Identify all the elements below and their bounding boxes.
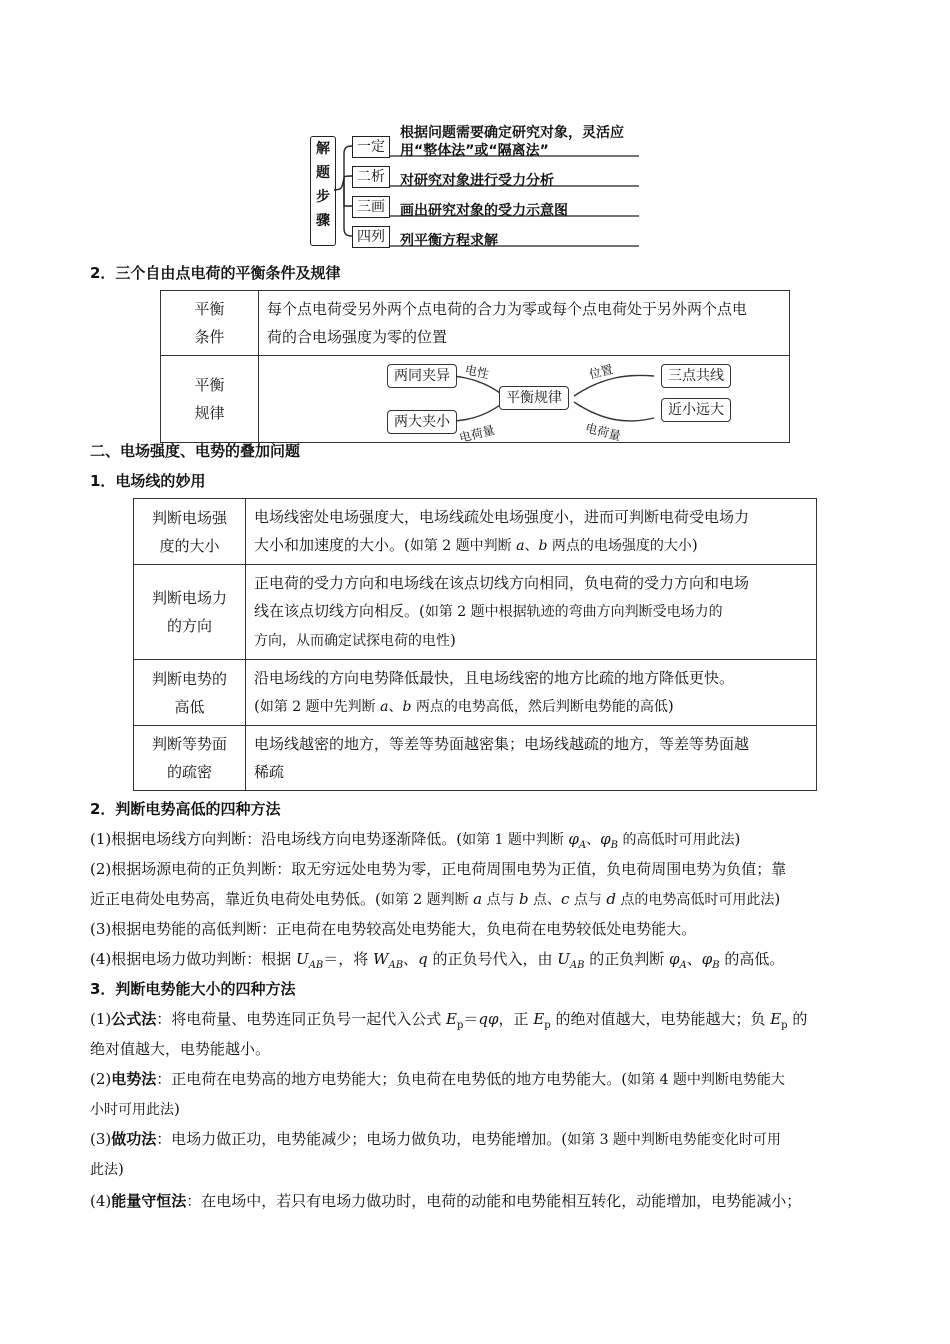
steps-title-char: 骤 — [316, 213, 330, 229]
note: 两点的电场强度的大小 — [547, 538, 692, 554]
note: 如第 2 题中判断 — [409, 538, 517, 554]
text: (4)根据电场力做功判断：根据 — [90, 950, 297, 968]
balance-rule-diagram — [259, 356, 789, 446]
field-row2-line3 — [254, 626, 808, 655]
text: 、 — [686, 950, 702, 968]
note: 两点的电势高低，然后判断电势能的高低 — [411, 699, 668, 715]
note: 如第 2 题中先判断 — [259, 699, 381, 715]
field-row3-head-2: 高低 — [174, 697, 205, 716]
note: 如第 3 题中判断电势能变化时可用 — [567, 1132, 781, 1148]
balance-cond-head — [161, 291, 259, 356]
var: E — [770, 1010, 782, 1028]
text: 、 — [403, 950, 419, 968]
text: ) — [774, 890, 781, 908]
sub1-heading: 1．电场线的妙用 — [90, 472, 206, 490]
potential-method-2a: (2)根据场源电荷的正负判断：取无穷远处电势为零，正电荷周围电势为正值，负电荷周围电势为负值；靠 — [90, 860, 787, 878]
balance-cond-head-1: 平衡 — [194, 300, 225, 318]
var: a — [473, 890, 483, 908]
note: 点的电势高低时可用此法 — [615, 892, 775, 908]
text: ：将电荷量、电势连同正负号一起代入公式 — [156, 1010, 447, 1028]
balance-cond-text-2: 荷的合电场强度为零的位置 — [267, 328, 448, 346]
field-row2-head-1: 判断电场力 — [151, 589, 227, 607]
var: φ — [701, 950, 713, 968]
note: 、 — [586, 832, 601, 848]
text: 的正负号代入，由 — [427, 950, 558, 968]
balance-label-rb: 电荷量 — [583, 420, 623, 444]
balance-cond-head-2: 条件 — [194, 328, 225, 346]
sub: B — [712, 960, 720, 971]
field-row2-head-2: 的方向 — [166, 617, 212, 635]
note: 、 — [388, 699, 403, 715]
var: E — [446, 1010, 457, 1028]
text: 的 — [787, 1010, 808, 1028]
note: 方向，从而确定试探电荷的电性 — [254, 633, 450, 649]
var: U — [557, 950, 570, 968]
note: 如第 2 题判断 — [380, 892, 474, 908]
step-text-2: 对研究对象进行受力分析 — [400, 173, 554, 189]
var: φ — [568, 830, 579, 848]
energy-method-3b — [90, 1158, 890, 1181]
note: 如第 2 题中根据轨迹的弯曲方向判断受电场力的 — [424, 604, 723, 620]
potential-method-1 — [90, 828, 890, 857]
field-row4-head-2: 的疏密 — [166, 763, 212, 781]
energy-method-3a — [90, 1128, 890, 1151]
part2-heading: 二、电场强度、电势的叠加问题 — [90, 442, 301, 460]
field-row1-line1: 电场线密处电场强度大，电场线疏处电场强度小，进而可判断电荷受电场力 — [254, 508, 750, 526]
energy-method-4 — [90, 1190, 890, 1212]
note: 小时可用此法 — [90, 1102, 174, 1118]
energy-method-1b: 绝对值越大，电势能越小。 — [90, 1040, 271, 1058]
method-name: 电势法 — [111, 1070, 157, 1088]
text: ＝，将 — [323, 950, 374, 968]
field-row3-head-1: 判断电势的 — [151, 669, 227, 688]
sub: AB — [569, 960, 585, 971]
field-row4-head — [134, 726, 246, 791]
balance-left-bottom-box: 两大夹小 — [387, 410, 457, 434]
balance-rule-head — [161, 356, 259, 443]
text: ) — [691, 536, 698, 554]
text: 的正负判断 — [584, 950, 669, 968]
text: ，正 — [498, 1010, 534, 1028]
balance-label-rt: 位置 — [587, 362, 615, 382]
step-label-2: 二析 — [352, 166, 390, 188]
text: ：正电荷在电势高的地方电势能大；负电荷在电势低的地方电势能大。( — [156, 1070, 628, 1088]
steps-title-char: 步 — [316, 189, 330, 205]
balance-rule-head-2: 规律 — [194, 404, 225, 422]
sub: B — [610, 840, 618, 851]
text: 近正电荷处电势高，靠近负电荷处电势低。( — [90, 890, 381, 908]
field-table — [133, 498, 817, 791]
step-text-1b: 用“整体法”或“隔离法” — [400, 143, 549, 159]
sub2-heading: 2．判断电势高低的四种方法 — [90, 800, 281, 818]
note: 点、 — [528, 892, 562, 908]
text: 大小和加速度的大小。( — [254, 536, 410, 554]
field-row3-text — [246, 660, 817, 726]
balance-right-top-box: 三点共线 — [661, 364, 731, 388]
field-row3-head — [134, 660, 246, 726]
var: c — [561, 890, 570, 908]
text: ) — [450, 631, 456, 649]
energy-method-1a — [90, 1008, 890, 1037]
sub: AB — [308, 960, 324, 971]
var: φ — [600, 830, 611, 848]
steps-title-char: 题 — [316, 165, 330, 181]
text: (2) — [90, 1070, 112, 1088]
field-row4-line2: 稀疏 — [254, 763, 285, 781]
balance-cond-text-1: 每个点电荷受另外两个点电荷的合力为零或每个点电荷处于另外两个点电 — [267, 300, 748, 318]
sub: p — [781, 1020, 788, 1031]
field-row2-line2 — [254, 597, 808, 626]
note: 如第 4 题中判断电势能大 — [627, 1072, 785, 1088]
balance-cond-text — [259, 291, 790, 356]
balance-right-bottom-box: 近小远大 — [661, 398, 731, 422]
steps-diagram — [300, 118, 650, 258]
field-row1-head-1: 判断电场强 — [151, 508, 227, 527]
var: W — [373, 950, 389, 968]
field-row1-head — [134, 499, 246, 565]
step-label-3: 三画 — [352, 196, 390, 218]
var: qφ — [478, 1010, 499, 1028]
note: 点与 — [569, 892, 607, 908]
balance-left-top-box: 两同夹异 — [387, 364, 457, 388]
text: ) — [118, 1160, 124, 1178]
var: b — [538, 538, 548, 554]
potential-method-3: (3)根据电势能的高低判断：正电荷在电势较高处电势能大，负电荷在电势较低处电势能大。 — [90, 920, 697, 938]
method-name: 公式法 — [111, 1010, 157, 1028]
text: 的绝对值越大，电势能越大；负 — [550, 1010, 771, 1028]
var: b — [402, 699, 412, 715]
field-row2-text — [246, 565, 817, 660]
var: b — [518, 890, 529, 908]
text: (1) — [90, 1010, 112, 1028]
text: ) — [667, 697, 674, 715]
var: q — [418, 950, 428, 968]
balance-table — [160, 290, 790, 446]
steps-title-box — [310, 136, 336, 246]
section2-heading: 2．三个自由点电荷的平衡条件及规律 — [90, 264, 341, 282]
field-row2-line1: 正电荷的受力方向和电场线在该点切线方向相同，负电荷的受力方向和电场 — [254, 574, 750, 592]
step-label-4: 四列 — [352, 226, 390, 248]
var: φ — [669, 950, 680, 968]
sub: AB — [388, 960, 404, 971]
text: (1)根据电场线方向判断：沿电场线方向电势逐渐降低。( — [90, 830, 463, 848]
step-text-3: 画出研究对象的受力示意图 — [400, 203, 568, 219]
var: a — [380, 699, 389, 715]
balance-center-box: 平衡规律 — [499, 386, 569, 410]
note: 点与 — [482, 892, 519, 908]
sub: p — [544, 1020, 551, 1031]
note: 此法 — [90, 1162, 118, 1178]
var: d — [606, 890, 616, 908]
text: ：在电场中，若只有电场力做功时，电荷的动能和电势能相互转化，动能增加，电势能减小； — [186, 1192, 802, 1210]
var: U — [296, 950, 309, 968]
field-row4-head-1: 判断等势面 — [151, 735, 227, 753]
balance-rule-diagram-cell — [259, 356, 790, 446]
note: 如第 1 题中判断 — [462, 832, 569, 848]
potential-method-2b — [90, 888, 890, 911]
field-row3-line2 — [254, 692, 808, 721]
field-row2-head — [134, 565, 246, 660]
field-row4-line1: 电场线越密的地方，等差等势面越密集；电场线越疏的地方，等差等势面越 — [254, 735, 750, 753]
method-name: 能量守恒法 — [111, 1192, 187, 1210]
potential-method-4 — [90, 948, 890, 977]
step-text-4: 列平衡方程求解 — [400, 233, 498, 249]
step-label-1: 一定 — [352, 136, 390, 158]
field-row1-head-2: 度的大小 — [159, 536, 220, 555]
note: 、 — [524, 538, 539, 554]
field-row1-line2 — [254, 531, 808, 560]
balance-label-lt: 电性 — [463, 362, 491, 382]
sub3-heading: 3．判断电势能大小的四种方法 — [90, 980, 296, 998]
note: 的高低时可用此法 — [618, 832, 735, 848]
balance-rule-head-1: 平衡 — [194, 376, 225, 394]
text: ( — [254, 697, 260, 715]
energy-method-2a — [90, 1068, 890, 1091]
var: a — [516, 538, 525, 554]
var: E — [533, 1010, 545, 1028]
sub: p — [457, 1020, 464, 1031]
step-text-1a: 根据问题需要确定研究对象，灵活应 — [400, 125, 624, 141]
energy-method-2b — [90, 1098, 890, 1121]
balance-label-lb: 电荷量 — [457, 422, 497, 446]
sub: A — [578, 840, 587, 851]
method-name: 做功法 — [111, 1130, 157, 1148]
steps-title-char: 解 — [316, 141, 330, 157]
text: 的高低。 — [719, 950, 785, 968]
text: ) — [734, 830, 741, 848]
field-row3-line1: 沿电场线的方向电势降低最快，且电场线密的地方比疏的地方降低更快。 — [254, 669, 735, 687]
text: (3) — [90, 1130, 112, 1148]
field-row4-text — [246, 726, 817, 791]
text: 线在该点切线方向相反。( — [254, 602, 425, 620]
text: ) — [174, 1100, 180, 1118]
sub: A — [679, 960, 687, 971]
text: ：电场力做正功，电势能减少；电场力做负功，电势能增加。( — [156, 1130, 568, 1148]
text: ＝ — [463, 1010, 479, 1028]
field-row1-text — [246, 499, 817, 565]
text: (4) — [90, 1192, 112, 1210]
